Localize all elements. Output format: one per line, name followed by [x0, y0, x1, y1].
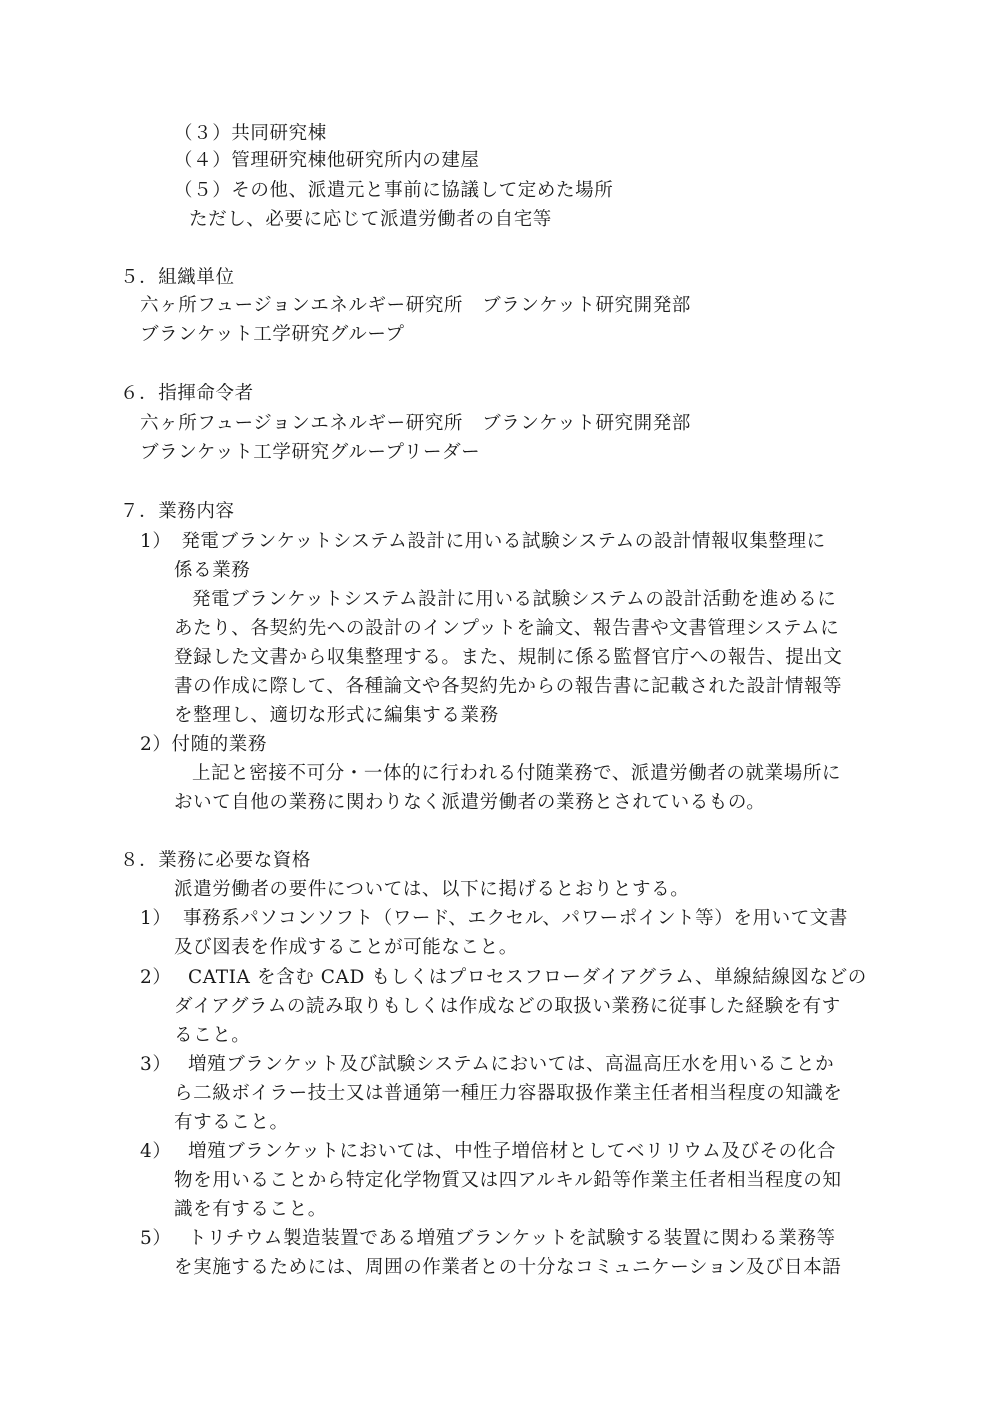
section7-item2-body-1: 上記と密接不可分・一体的に行われる付随業務で、派遣労働者の就業場所に: [192, 763, 842, 784]
section8-item5-line-2: を実施するためには、周囲の作業者との十分なコミュニケーション及び日本語: [174, 1257, 842, 1278]
section6-line-2: ブランケット工学研究グループリーダー: [140, 442, 481, 463]
section8-intro: 派遣労働者の要件については、以下に掲げるとおりとする。: [174, 879, 690, 900]
section8-item2-line-3: ること。: [174, 1025, 251, 1046]
section5-line-1: 六ヶ所フュージョンエネルギー研究所 ブランケット研究開発部: [140, 295, 691, 316]
section8-item5-line-1: トリチウム製造装置である増殖ブランケットを試験する装置に関わる業務等: [188, 1228, 836, 1249]
section7-heading: ７．業務内容: [120, 501, 235, 522]
section8-item4-line-1: 増殖ブランケットにおいては、中性子増倍材としてベリリウム及びその化合: [188, 1141, 836, 1162]
section7-item2-title: 2）付随的業務: [140, 734, 267, 755]
location-item-5: （５）その他、派遣元と事前に協議して定めた場所: [174, 180, 614, 201]
section6-heading: ６．指揮命令者: [120, 383, 254, 404]
section8-item3-number: 3）: [140, 1054, 172, 1075]
section8-item4-number: 4）: [140, 1141, 172, 1162]
section8-heading: ８．業務に必要な資格: [120, 850, 312, 871]
section8-item3-line-1: 増殖ブランケット及び試験システムにおいては、高温高圧水を用いることか: [188, 1054, 835, 1075]
section5-heading: ５．組織単位: [120, 267, 235, 288]
section7-item1-body-3: 登録した文書から収集整理する。また、規制に係る監督官庁への報告、提出文: [174, 647, 843, 668]
section6-line-1: 六ヶ所フュージョンエネルギー研究所 ブランケット研究開発部: [140, 413, 691, 434]
section8-item2-number: 2）: [140, 967, 172, 988]
section7-item1-title-2: 係る業務: [174, 560, 251, 581]
section8-item1-line-2: 及び図表を作成することが可能なこと。: [174, 937, 518, 958]
section7-item1-body-5: を整理し、適切な形式に編集する業務: [174, 705, 499, 726]
location-item-3: （３）共同研究棟: [174, 123, 327, 144]
section7-item1-title-1: 1） 発電ブランケットシステム設計に用いる試験システムの設計情報収集整理に: [140, 531, 826, 552]
section8-item3-line-3: 有すること。: [174, 1112, 289, 1133]
section8-item4-line-2: 物を用いることから特定化学物質又は四アルキル鉛等作業主任者相当程度の知: [174, 1170, 842, 1191]
section8-item2-line-1: CATIA を含む CAD もしくはプロセスフローダイアグラム、単線結線図などの: [188, 967, 867, 988]
section8-item2-line-2: ダイアグラムの読み取りもしくは作成などの取扱い業務に従事した経験を有す: [174, 996, 841, 1017]
section7-item2-body-2: おいて自他の業務に関わりなく派遣労働者の業務とされているもの。: [174, 792, 766, 813]
section8-item3-line-2: ら二級ボイラー技士又は普通第一種圧力容器取扱作業主任者相当程度の知識を: [174, 1083, 843, 1104]
location-note: ただし、必要に応じて派遣労働者の自宅等: [189, 209, 552, 230]
section8-item1-number: 1）: [140, 908, 172, 929]
section5-line-2: ブランケット工学研究グループ: [140, 324, 405, 345]
location-item-4: （４）管理研究棟他研究所内の建屋: [174, 150, 480, 171]
section8-item1-line-1: 事務系パソコンソフト（ワード、エクセル、パワーポイント等）を用いて文書: [183, 908, 848, 929]
section8-item4-line-3: 識を有すること。: [174, 1199, 327, 1220]
section7-item1-body-2: あたり、各契約先への設計のインプットを論文、報告書や文書管理システムに: [174, 618, 840, 639]
section7-item1-body-1: 発電ブランケットシステム設計に用いる試験システムの設計活動を進めるに: [192, 589, 837, 610]
section8-item5-number: 5）: [140, 1228, 172, 1249]
section7-item1-body-4: 書の作成に際して、各種論文や各契約先からの報告書に記載された設計情報等: [174, 676, 843, 697]
